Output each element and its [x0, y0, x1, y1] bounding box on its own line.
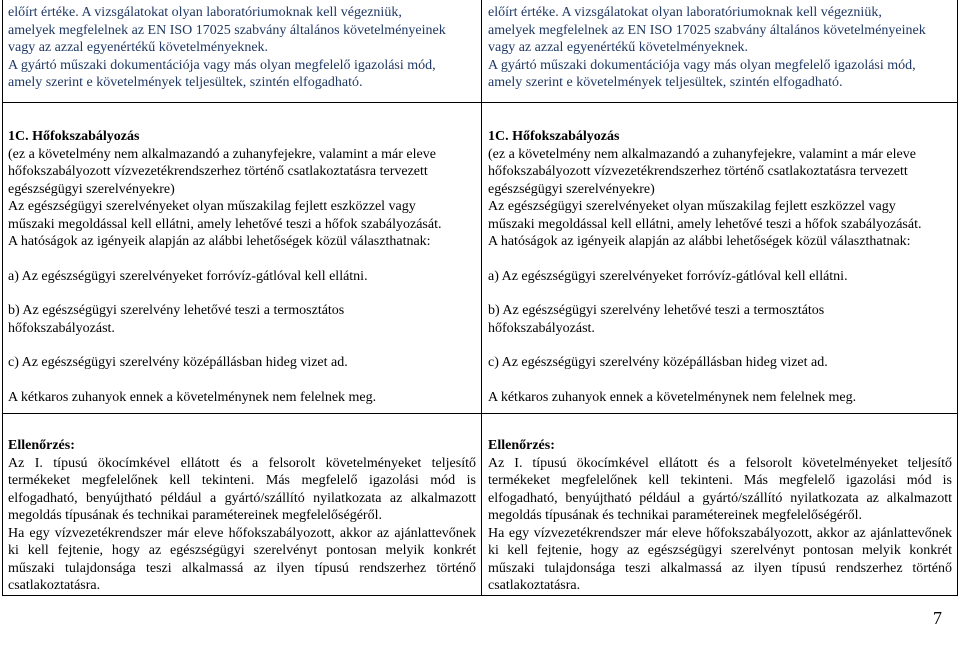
text-line: A hatóságok az igényeik alapján az alábbi lehetőségek közül választhatnak: [8, 234, 431, 249]
option-a: a) Az egészségügyi szerelvényeket forróvíz-gátlóval kell ellátni. [8, 268, 368, 284]
text-line: (ez a követelmény nem alkalmazandó a zuhanyfejekre, valamint a már eleve [488, 146, 916, 162]
option-b: b) Az egészségügyi szerelvény lehetővé teszi a termosztátos [488, 303, 825, 318]
text-line: egészségügyi szerelvényekre) [8, 181, 175, 197]
option-c: c) Az egészségügyi szerelvény középállásban hideg vizet ad. [488, 355, 828, 370]
table-bottom-border [2, 595, 958, 596]
closing-note: A kétkaros zuhanyok ennek a követelménynek nem felelnek meg. [8, 389, 377, 405]
text-line: amely szerint e követelmények teljesültek, szintén elfogadható. [8, 75, 363, 90]
option-a: a) Az egészségügyi szerelvényeket forróvíz-gátlóval kell ellátni. [488, 268, 848, 284]
verification-heading: Ellenőrzés: [488, 438, 555, 453]
table-right-border [957, 0, 958, 596]
section-heading: 1C. Hőfokszabályozás [488, 129, 620, 144]
comparison-table [2, 0, 958, 596]
text-line: vagy az azzal egyenértékű követelményeknek. [488, 40, 749, 55]
top-text-left [8, 4, 476, 92]
page-number: 7 [933, 608, 942, 628]
text-line: egészségügyi szerelvényekre) [488, 181, 655, 197]
top-text-right [488, 4, 952, 92]
section-1c-right [488, 128, 952, 406]
text-line: előírt értéke. A vizsgálatokat olyan laboratóriumoknak kell végezniük, [8, 5, 402, 20]
text-line: műszaki megoldással kell ellátni, amely lehetővé teszi a hőfok szabályozását. [488, 216, 922, 232]
verification-paragraph-2: Ha egy vízvezetékrendszer már eleve hőfokszabályozott, akkor az ajánlattevőnek ki kell fejtenie, hogy az egészségügyi szerelvényt pontosan melyik konkrét műszaki tulajdonsága teszi alkalmassá az ilyen típusú rendszerhez történő csatlakoztatásra. [488, 525, 952, 593]
text-line: (ez a követelmény nem alkalmazandó a zuhanyfejekre, valamint a már eleve [8, 146, 436, 162]
section-1c-left [8, 128, 476, 406]
text-line: A gyártó műszaki dokumentációja vagy más olyan megfelelő igazolási mód, [8, 57, 436, 73]
option-b-continued: hőfokszabályozást. [8, 320, 115, 336]
text-line: előírt értéke. A vizsgálatokat olyan laboratóriumoknak kell végezniük, [488, 5, 882, 20]
option-b: b) Az egészségügyi szerelvény lehetővé teszi a termosztátos [8, 303, 345, 318]
text-line: hőfokszabályozott vízvezetékrendszerhez történő csatlakoztatásra tervezett [8, 164, 428, 179]
verification-right [488, 437, 952, 595]
closing-note: A kétkaros zuhanyok ennek a követelménynek nem felelnek meg. [488, 389, 857, 405]
verification-paragraph-2: Ha egy vízvezetékrendszer már eleve hőfokszabályozott, akkor az ajánlattevőnek ki kell fejtenie, hogy az egészségügyi szerelvényt pontosan melyik konkrét műszaki tulajdonsága teszi alkalmassá az ilyen típusú rendszerhez történő csatlakoztatásra. [8, 525, 476, 593]
verification-heading: Ellenőrzés: [8, 438, 75, 453]
text-line: amelyek megfelelnek az EN ISO 17025 szabvány általános követelményeinek [8, 22, 446, 38]
text-line: A gyártó műszaki dokumentációja vagy más olyan megfelelő igazolási mód, [488, 57, 916, 73]
verification-left [8, 437, 476, 595]
text-line: amely szerint e követelmények teljesültek, szintén elfogadható. [488, 75, 843, 90]
verification-paragraph-1: Az I. típusú ökocímkével ellátott és a felsorolt követelményeket teljesítő termékeket megfelelőnek kell tekinteni. Más megfelelő igazolási mód is elfogadható, benyújtható például a gyártó/szállító nyilatkozata az alkalmazott megoldás típusának és technikai paramétereinek megfelelőségéről. [8, 455, 476, 523]
text-line: Az egészségügyi szerelvényeket olyan műszakilag fejlett eszközzel vagy [8, 199, 416, 214]
text-line: műszaki megoldással kell ellátni, amely lehetővé teszi a hőfok szabályozását. [8, 216, 442, 232]
section-heading: 1C. Hőfokszabályozás [8, 129, 140, 144]
option-c: c) Az egészségügyi szerelvény középállásban hideg vizet ad. [8, 355, 348, 370]
row-divider-1 [2, 102, 958, 103]
text-line: A hatóságok az igényeik alapján az alábbi lehetőségek közül választhatnak: [488, 234, 911, 249]
option-b-continued: hőfokszabályozást. [488, 320, 595, 336]
column-divider [481, 0, 482, 596]
table-left-border [2, 0, 3, 596]
text-line: Az egészségügyi szerelvényeket olyan műszakilag fejlett eszközzel vagy [488, 199, 896, 214]
row-divider-2 [2, 413, 958, 414]
text-line: vagy az azzal egyenértékű követelményeknek. [8, 40, 269, 55]
text-line: amelyek megfelelnek az EN ISO 17025 szabvány általános követelményeinek [488, 22, 926, 38]
verification-paragraph-1: Az I. típusú ökocímkével ellátott és a felsorolt követelményeket teljesítő termékeket megfelelőnek kell tekinteni. Más megfelelő igazolási mód is elfogadható, benyújtható például a gyártó/szállító nyilatkozata az alkalmazott megoldás típusának és technikai paramétereinek megfelelőségéről. [488, 455, 952, 523]
text-line: hőfokszabályozott vízvezetékrendszerhez történő csatlakoztatásra tervezett [488, 164, 908, 179]
